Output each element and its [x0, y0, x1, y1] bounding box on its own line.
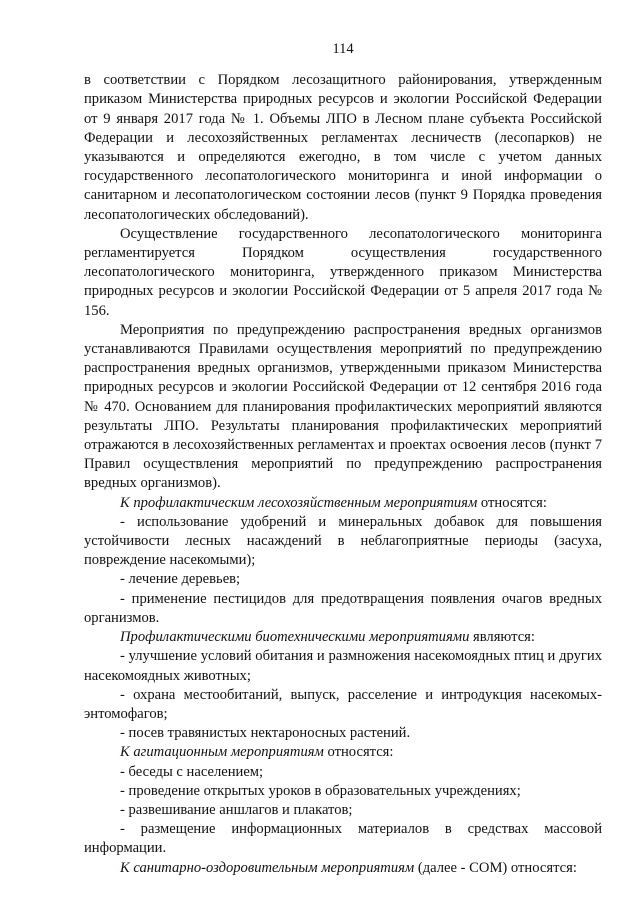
- paragraph-text: являются:: [469, 629, 535, 646]
- paragraph-text: - улучшение условий обитания и размножения насекомоядных птиц и других насекомоядных животных;: [84, 648, 602, 684]
- paragraph-text: (далее - СОМ) относятся:: [414, 859, 577, 876]
- list-item: [84, 763, 602, 782]
- list-item: [84, 820, 602, 858]
- paragraph: [84, 743, 602, 762]
- italic-lead: К агитационным мероприятиям: [120, 744, 324, 761]
- list-item: [84, 513, 602, 571]
- paragraph-text: - использование удобрений и минеральных добавок для повышения устойчивости лесных насаждений в неблагоприятные периоды (засуха, повреждение насекомыми);: [84, 513, 602, 569]
- paragraph: [84, 321, 602, 494]
- list-item: [84, 570, 602, 589]
- paragraph: [84, 628, 602, 647]
- list-item: [84, 590, 602, 628]
- paragraph: [84, 859, 602, 878]
- paragraph-text: - развешивание аншлагов и плакатов;: [120, 801, 353, 818]
- paragraph-text: - охрана местообитаний, выпуск, расселение и интродукция насекомых-энтомофагов;: [84, 686, 602, 722]
- list-item: [84, 686, 602, 724]
- paragraph: [84, 225, 602, 321]
- list-item: [84, 782, 602, 801]
- italic-lead: Профилактическими биотехническими мероприятиями: [120, 629, 470, 646]
- list-item: [84, 647, 602, 685]
- italic-lead: К санитарно-оздоровительным мероприятиям: [120, 859, 415, 876]
- page-number: 114: [332, 41, 354, 57]
- paragraph-text: - беседы с населением;: [120, 763, 264, 780]
- paragraph-text: - лечение деревьев;: [120, 571, 241, 588]
- paragraph-text: относятся:: [323, 744, 394, 761]
- paragraph-text: - проведение открытых уроков в образовательных учреждениях;: [120, 782, 521, 799]
- paragraph-text: в соответствии с Порядком лесозащитного районирования, утвержденным приказом Министерства природных ресурсов и экологии Российской Федерации от 9 января 2017 года № 1. Объемы ЛПО в Лесном плане субъекта Российской Федерации и лесохозяйственных регламентах лесничеств (лесопарков) не указываются и определяются ежегодно, в том числе с учетом данных государственного лесопатологического мониторинга и иной информации о санитарном и лесопатологическом состоянии лесов (пункт 9 Порядка проведения лесопатологических обследований).: [84, 72, 602, 223]
- paragraph: [84, 71, 602, 225]
- list-item: [84, 724, 602, 743]
- paragraph-text: - размещение информационных материалов в средствах массовой информации.: [84, 821, 602, 857]
- paragraph: [84, 494, 602, 513]
- list-item: [84, 801, 602, 820]
- paragraph-text: Мероприятия по предупреждению распространения вредных организмов устанавливаются Правилами осуществления мероприятий по предупреждению распространения вредных организмов, утвержденными приказом Министерства природных ресурсов и экологии Российской Федерации от 12 сентября 2016 года № 470. Основанием для планирования профилактических мероприятий являются результаты ЛПО. Результаты планирования профилактических мероприятий отражаются в лесохозяйственных регламентах и проектах освоения лесов (пункт 7 Правил осуществления мероприятий по предупреждению распространения вредных организмов).: [84, 321, 602, 492]
- paragraph-text: - применение пестицидов для предотвращения появления очагов вредных организмов.: [84, 590, 602, 626]
- document-body: [84, 71, 602, 878]
- paragraph-text: - посев травянистых нектароносных растений.: [120, 725, 411, 742]
- paragraph-text: Осуществление государственного лесопатологического мониторинга регламентируется Порядком осуществления государственного лесопатологического мониторинга, утвержденного приказом Министерства природных ресурсов и экологии Российской Федерации от 5 апреля 2017 года № 156.: [84, 225, 602, 319]
- paragraph-text: относятся:: [477, 494, 547, 511]
- italic-lead: К профилактическим лесохозяйственным мероприятиям: [120, 494, 478, 511]
